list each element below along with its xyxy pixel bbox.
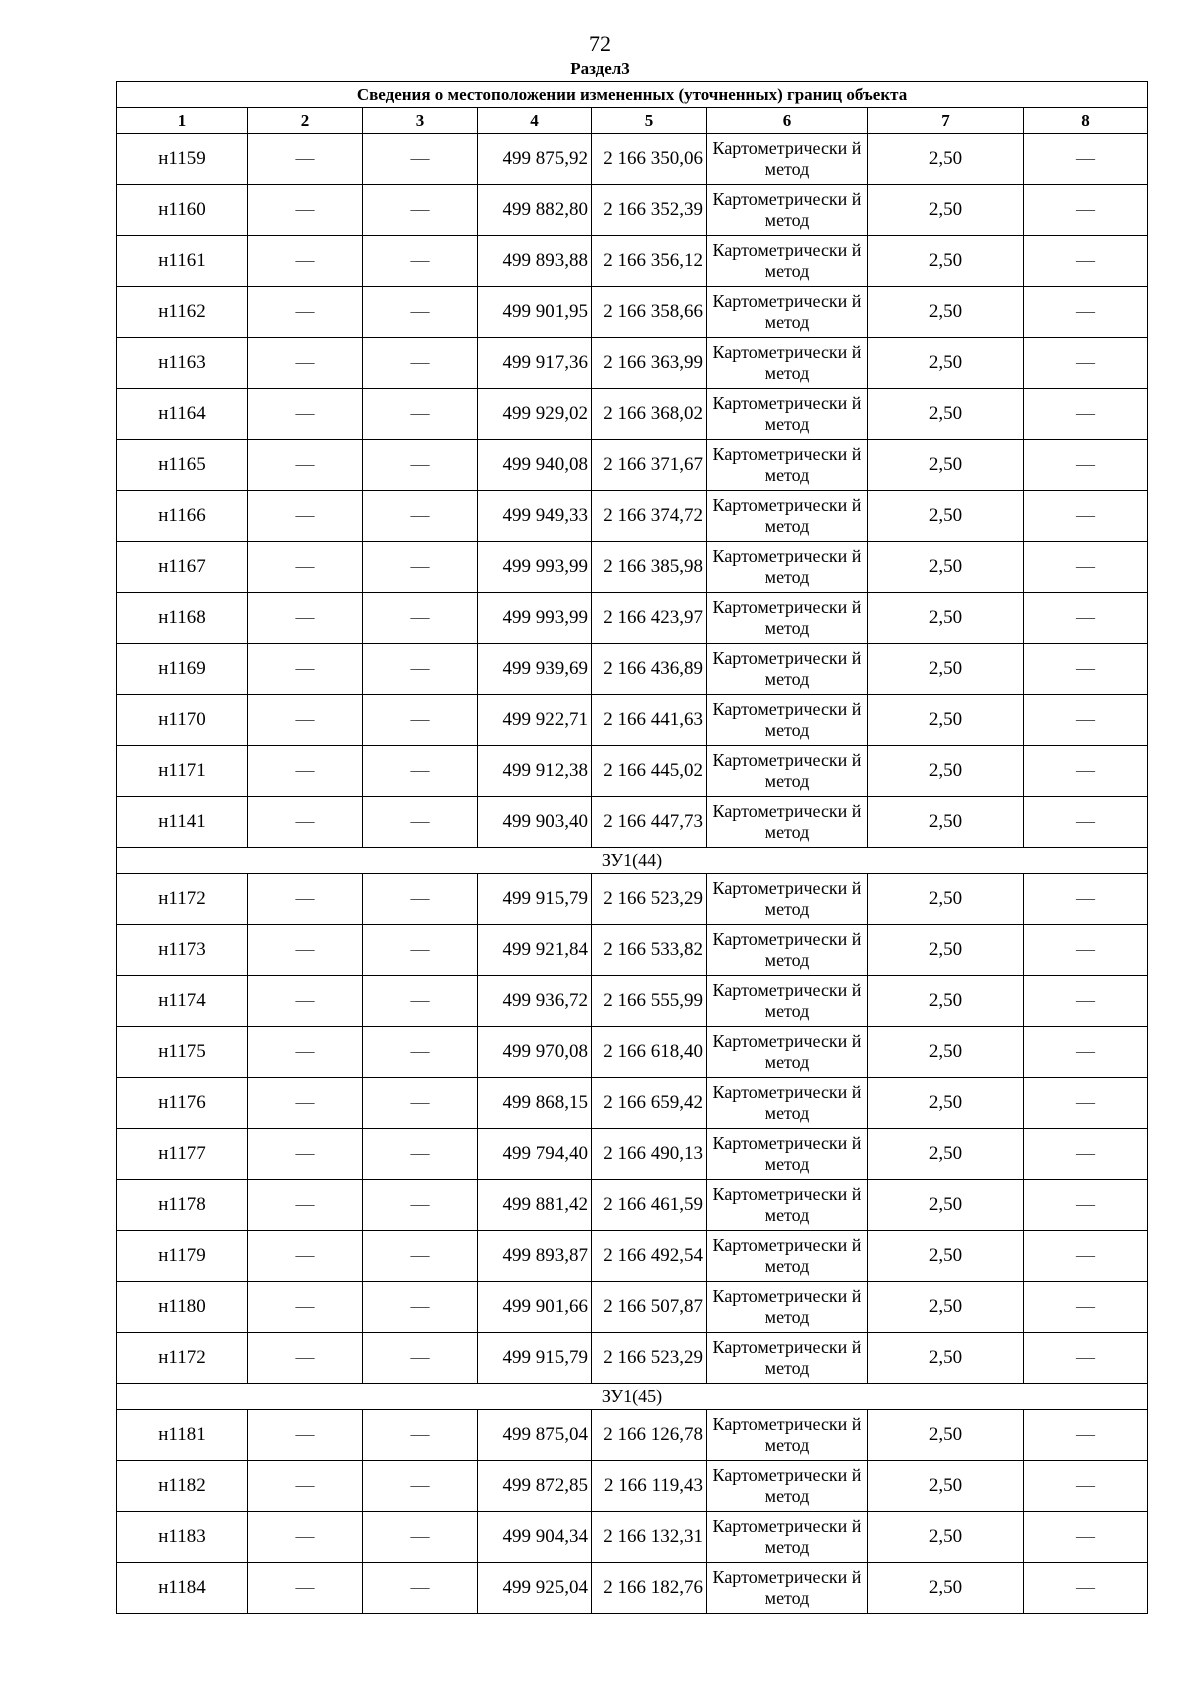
coordinate-y-cell: 2 166 533,82	[592, 925, 707, 976]
dash-cell: —	[248, 976, 363, 1027]
method-cell: Картометрически й метод	[707, 874, 868, 925]
accuracy-cell: 2,50	[868, 976, 1024, 1027]
coordinate-x-cell: 499 917,36	[478, 338, 592, 389]
coordinate-x-cell: 499 925,04	[478, 1563, 592, 1614]
table-row	[117, 185, 1148, 236]
coordinate-x-cell: 499 893,88	[478, 236, 592, 287]
dash-cell: —	[248, 1333, 363, 1384]
table-row	[117, 389, 1148, 440]
table-row	[117, 644, 1148, 695]
dash-cell: —	[363, 1231, 478, 1282]
dash-cell: —	[1024, 797, 1148, 848]
dash-cell: —	[363, 1461, 478, 1512]
point-id-cell: н1160	[117, 185, 248, 236]
accuracy-cell: 2,50	[868, 1563, 1024, 1614]
dash-cell: —	[363, 695, 478, 746]
coordinate-y-cell: 2 166 358,66	[592, 287, 707, 338]
point-id-cell: н1168	[117, 593, 248, 644]
accuracy-cell: 2,50	[868, 440, 1024, 491]
coordinate-x-cell: 499 912,38	[478, 746, 592, 797]
method-cell: Картометрически й метод	[707, 1129, 868, 1180]
coordinate-y-cell: 2 166 356,12	[592, 236, 707, 287]
coordinate-y-cell: 2 166 371,67	[592, 440, 707, 491]
dash-cell: —	[248, 797, 363, 848]
coordinate-x-cell: 499 882,80	[478, 185, 592, 236]
point-id-cell: н1169	[117, 644, 248, 695]
dash-cell: —	[248, 1180, 363, 1231]
method-cell: Картометрически й метод	[707, 746, 868, 797]
dash-cell: —	[1024, 134, 1148, 185]
method-cell: Картометрически й метод	[707, 542, 868, 593]
coordinate-x-cell: 499 868,15	[478, 1078, 592, 1129]
accuracy-cell: 2,50	[868, 389, 1024, 440]
column-number: 3	[363, 108, 478, 134]
dash-cell: —	[363, 389, 478, 440]
dash-cell: —	[363, 644, 478, 695]
table-row	[117, 1129, 1148, 1180]
column-number: 5	[592, 108, 707, 134]
coordinate-y-cell: 2 166 350,06	[592, 134, 707, 185]
method-cell: Картометрически й метод	[707, 134, 868, 185]
coordinate-x-cell: 499 936,72	[478, 976, 592, 1027]
point-id-cell: н1175	[117, 1027, 248, 1078]
coordinate-x-cell: 499 893,87	[478, 1231, 592, 1282]
dash-cell: —	[1024, 1180, 1148, 1231]
table-row	[117, 542, 1148, 593]
dash-cell: —	[1024, 1231, 1148, 1282]
accuracy-cell: 2,50	[868, 593, 1024, 644]
dash-cell: —	[248, 1027, 363, 1078]
column-number: 7	[868, 108, 1024, 134]
dash-cell: —	[248, 440, 363, 491]
accuracy-cell: 2,50	[868, 1461, 1024, 1512]
table-row	[117, 1461, 1148, 1512]
table-row	[117, 1078, 1148, 1129]
dash-cell: —	[248, 1282, 363, 1333]
dash-cell: —	[363, 593, 478, 644]
boundary-coordinates-table	[116, 81, 1148, 1614]
dash-cell: —	[1024, 1282, 1148, 1333]
accuracy-cell: 2,50	[868, 1231, 1024, 1282]
dash-cell: —	[1024, 389, 1148, 440]
dash-cell: —	[363, 1410, 478, 1461]
dash-cell: —	[248, 1129, 363, 1180]
dash-cell: —	[363, 976, 478, 1027]
group-row	[117, 1384, 1148, 1410]
column-number: 1	[117, 108, 248, 134]
point-id-cell: н1172	[117, 1333, 248, 1384]
section-title: Раздел3	[570, 59, 630, 78]
dash-cell: —	[248, 185, 363, 236]
dash-cell: —	[1024, 491, 1148, 542]
accuracy-cell: 2,50	[868, 644, 1024, 695]
method-cell: Картометрически й метод	[707, 1231, 868, 1282]
dash-cell: —	[1024, 593, 1148, 644]
method-cell: Картометрически й метод	[707, 338, 868, 389]
table-row	[117, 440, 1148, 491]
dash-cell: —	[363, 134, 478, 185]
dash-cell: —	[1024, 1129, 1148, 1180]
coordinate-y-cell: 2 166 182,76	[592, 1563, 707, 1614]
table-row	[117, 746, 1148, 797]
dash-cell: —	[248, 287, 363, 338]
point-id-cell: н1172	[117, 874, 248, 925]
dash-cell: —	[248, 593, 363, 644]
dash-cell: —	[363, 1129, 478, 1180]
method-cell: Картометрически й метод	[707, 287, 868, 338]
accuracy-cell: 2,50	[868, 185, 1024, 236]
dash-cell: —	[363, 746, 478, 797]
method-cell: Картометрически й метод	[707, 1282, 868, 1333]
dash-cell: —	[248, 389, 363, 440]
coordinate-y-cell: 2 166 555,99	[592, 976, 707, 1027]
point-id-cell: н1177	[117, 1129, 248, 1180]
coordinate-x-cell: 499 921,84	[478, 925, 592, 976]
method-cell: Картометрически й метод	[707, 1078, 868, 1129]
method-cell: Картометрически й метод	[707, 185, 868, 236]
table-row	[117, 976, 1148, 1027]
point-id-cell: н1182	[117, 1461, 248, 1512]
dash-cell: —	[363, 1333, 478, 1384]
column-number: 4	[478, 108, 592, 134]
table-row	[117, 1231, 1148, 1282]
dash-cell: —	[1024, 644, 1148, 695]
point-id-cell: н1184	[117, 1563, 248, 1614]
dash-cell: —	[248, 1461, 363, 1512]
coordinate-x-cell: 499 872,85	[478, 1461, 592, 1512]
dash-cell: —	[363, 287, 478, 338]
coordinate-y-cell: 2 166 126,78	[592, 1410, 707, 1461]
column-number: 2	[248, 108, 363, 134]
coordinate-x-cell: 499 875,92	[478, 134, 592, 185]
page-number: 72	[589, 31, 611, 56]
coordinate-x-cell: 499 915,79	[478, 874, 592, 925]
table-row	[117, 287, 1148, 338]
point-id-cell: н1161	[117, 236, 248, 287]
column-number: 6	[707, 108, 868, 134]
table-row	[117, 491, 1148, 542]
coordinate-y-cell: 2 166 385,98	[592, 542, 707, 593]
accuracy-cell: 2,50	[868, 925, 1024, 976]
method-cell: Картометрически й метод	[707, 1410, 868, 1461]
dash-cell: —	[1024, 1461, 1148, 1512]
dash-cell: —	[1024, 1333, 1148, 1384]
dash-cell: —	[1024, 925, 1148, 976]
method-cell: Картометрически й метод	[707, 1180, 868, 1231]
accuracy-cell: 2,50	[868, 1410, 1024, 1461]
method-cell: Картометрически й метод	[707, 1461, 868, 1512]
table-row	[117, 1333, 1148, 1384]
accuracy-cell: 2,50	[868, 491, 1024, 542]
coordinate-y-cell: 2 166 461,59	[592, 1180, 707, 1231]
group-row	[117, 848, 1148, 874]
dash-cell: —	[363, 1563, 478, 1614]
accuracy-cell: 2,50	[868, 1282, 1024, 1333]
accuracy-cell: 2,50	[868, 1333, 1024, 1384]
dash-cell: —	[1024, 1563, 1148, 1614]
dash-cell: —	[248, 491, 363, 542]
dash-cell: —	[1024, 1027, 1148, 1078]
coordinate-x-cell: 499 993,99	[478, 593, 592, 644]
point-id-cell: н1159	[117, 134, 248, 185]
point-id-cell: н1178	[117, 1180, 248, 1231]
dash-cell: —	[1024, 1078, 1148, 1129]
dash-cell: —	[363, 542, 478, 593]
accuracy-cell: 2,50	[868, 542, 1024, 593]
dash-cell: —	[248, 1410, 363, 1461]
coordinate-x-cell: 499 903,40	[478, 797, 592, 848]
dash-cell: —	[363, 797, 478, 848]
coordinate-x-cell: 499 939,69	[478, 644, 592, 695]
table-row	[117, 1282, 1148, 1333]
dash-cell: —	[1024, 236, 1148, 287]
accuracy-cell: 2,50	[868, 338, 1024, 389]
coordinate-y-cell: 2 166 119,43	[592, 1461, 707, 1512]
dash-cell: —	[248, 874, 363, 925]
dash-cell: —	[248, 925, 363, 976]
coordinate-y-cell: 2 166 368,02	[592, 389, 707, 440]
method-cell: Картометрически й метод	[707, 1027, 868, 1078]
coordinate-x-cell: 499 970,08	[478, 1027, 592, 1078]
coordinate-y-cell: 2 166 363,99	[592, 338, 707, 389]
method-cell: Картометрически й метод	[707, 593, 868, 644]
dash-cell: —	[248, 644, 363, 695]
method-cell: Картометрически й метод	[707, 695, 868, 746]
accuracy-cell: 2,50	[868, 1180, 1024, 1231]
accuracy-cell: 2,50	[868, 746, 1024, 797]
dash-cell: —	[248, 1231, 363, 1282]
point-id-cell: н1170	[117, 695, 248, 746]
accuracy-cell: 2,50	[868, 695, 1024, 746]
table-row	[117, 695, 1148, 746]
dash-cell: —	[363, 185, 478, 236]
coordinate-x-cell: 499 794,40	[478, 1129, 592, 1180]
table-row	[117, 1512, 1148, 1563]
dash-cell: —	[1024, 976, 1148, 1027]
dash-cell: —	[1024, 287, 1148, 338]
table-row	[117, 797, 1148, 848]
group-label: ЗУ1(45)	[117, 1384, 1148, 1410]
method-cell: Картометрически й метод	[707, 1512, 868, 1563]
dash-cell: —	[363, 236, 478, 287]
dash-cell: —	[363, 874, 478, 925]
coordinate-y-cell: 2 166 132,31	[592, 1512, 707, 1563]
method-cell: Картометрически й метод	[707, 389, 868, 440]
accuracy-cell: 2,50	[868, 134, 1024, 185]
dash-cell: —	[363, 1180, 478, 1231]
dash-cell: —	[248, 542, 363, 593]
dash-cell: —	[1024, 874, 1148, 925]
dash-cell: —	[1024, 338, 1148, 389]
table-row	[117, 338, 1148, 389]
dash-cell: —	[1024, 542, 1148, 593]
coordinate-y-cell: 2 166 618,40	[592, 1027, 707, 1078]
accuracy-cell: 2,50	[868, 797, 1024, 848]
point-id-cell: н1174	[117, 976, 248, 1027]
method-cell: Картометрически й метод	[707, 925, 868, 976]
accuracy-cell: 2,50	[868, 236, 1024, 287]
coordinate-y-cell: 2 166 492,54	[592, 1231, 707, 1282]
dash-cell: —	[363, 440, 478, 491]
coordinate-y-cell: 2 166 659,42	[592, 1078, 707, 1129]
coordinate-x-cell: 499 901,95	[478, 287, 592, 338]
dash-cell: —	[1024, 1512, 1148, 1563]
point-id-cell: н1141	[117, 797, 248, 848]
dash-cell: —	[248, 1078, 363, 1129]
coordinate-y-cell: 2 166 447,73	[592, 797, 707, 848]
dash-cell: —	[1024, 746, 1148, 797]
table-row	[117, 236, 1148, 287]
dash-cell: —	[363, 338, 478, 389]
group-label: ЗУ1(44)	[117, 848, 1148, 874]
table-row	[117, 1027, 1148, 1078]
point-id-cell: н1163	[117, 338, 248, 389]
coordinate-y-cell: 2 166 523,29	[592, 874, 707, 925]
dash-cell: —	[248, 695, 363, 746]
dash-cell: —	[1024, 1410, 1148, 1461]
method-cell: Картометрически й метод	[707, 491, 868, 542]
accuracy-cell: 2,50	[868, 874, 1024, 925]
method-cell: Картометрически й метод	[707, 236, 868, 287]
point-id-cell: н1173	[117, 925, 248, 976]
coordinate-x-cell: 499 993,99	[478, 542, 592, 593]
dash-cell: —	[363, 1512, 478, 1563]
accuracy-cell: 2,50	[868, 1078, 1024, 1129]
coordinate-x-cell: 499 949,33	[478, 491, 592, 542]
dash-cell: —	[248, 1563, 363, 1614]
dash-cell: —	[363, 925, 478, 976]
accuracy-cell: 2,50	[868, 1512, 1024, 1563]
table-body	[117, 134, 1148, 1614]
coordinate-y-cell: 2 166 507,87	[592, 1282, 707, 1333]
coordinate-x-cell: 499 881,42	[478, 1180, 592, 1231]
dash-cell: —	[363, 1078, 478, 1129]
point-id-cell: н1167	[117, 542, 248, 593]
method-cell: Картометрически й метод	[707, 1563, 868, 1614]
table-row	[117, 1563, 1148, 1614]
dash-cell: —	[1024, 440, 1148, 491]
point-id-cell: н1176	[117, 1078, 248, 1129]
coordinate-y-cell: 2 166 352,39	[592, 185, 707, 236]
accuracy-cell: 2,50	[868, 287, 1024, 338]
dash-cell: —	[248, 1512, 363, 1563]
dash-cell: —	[248, 236, 363, 287]
dash-cell: —	[248, 746, 363, 797]
coordinate-y-cell: 2 166 423,97	[592, 593, 707, 644]
table-caption-row	[117, 82, 1148, 108]
point-id-cell: н1180	[117, 1282, 248, 1333]
dash-cell: —	[1024, 185, 1148, 236]
coordinate-y-cell: 2 166 490,13	[592, 1129, 707, 1180]
method-cell: Картометрически й метод	[707, 797, 868, 848]
dash-cell: —	[363, 1027, 478, 1078]
coordinate-x-cell: 499 901,66	[478, 1282, 592, 1333]
accuracy-cell: 2,50	[868, 1129, 1024, 1180]
point-id-cell: н1171	[117, 746, 248, 797]
column-number: 8	[1024, 108, 1148, 134]
point-id-cell: н1179	[117, 1231, 248, 1282]
table-row	[117, 874, 1148, 925]
coordinate-x-cell: 499 922,71	[478, 695, 592, 746]
dash-cell: —	[1024, 695, 1148, 746]
point-id-cell: н1183	[117, 1512, 248, 1563]
dash-cell: —	[363, 491, 478, 542]
dash-cell: —	[248, 338, 363, 389]
coordinate-y-cell: 2 166 523,29	[592, 1333, 707, 1384]
accuracy-cell: 2,50	[868, 1027, 1024, 1078]
point-id-cell: н1164	[117, 389, 248, 440]
method-cell: Картометрически й метод	[707, 644, 868, 695]
table-row	[117, 1410, 1148, 1461]
table-row	[117, 1180, 1148, 1231]
dash-cell: —	[363, 1282, 478, 1333]
dash-cell: —	[248, 134, 363, 185]
coordinate-x-cell: 499 904,34	[478, 1512, 592, 1563]
coordinate-x-cell: 499 915,79	[478, 1333, 592, 1384]
point-id-cell: н1165	[117, 440, 248, 491]
point-id-cell: н1166	[117, 491, 248, 542]
column-number-row	[117, 108, 1148, 134]
table-row	[117, 134, 1148, 185]
table-row	[117, 925, 1148, 976]
method-cell: Картометрически й метод	[707, 976, 868, 1027]
point-id-cell: н1181	[117, 1410, 248, 1461]
coordinate-x-cell: 499 929,02	[478, 389, 592, 440]
coordinate-x-cell: 499 940,08	[478, 440, 592, 491]
coordinate-y-cell: 2 166 436,89	[592, 644, 707, 695]
method-cell: Картометрически й метод	[707, 1333, 868, 1384]
table-row	[117, 593, 1148, 644]
coordinate-y-cell: 2 166 374,72	[592, 491, 707, 542]
method-cell: Картометрически й метод	[707, 440, 868, 491]
table-caption: Сведения о местоположении измененных (уточненных) границ объекта	[117, 82, 1148, 108]
point-id-cell: н1162	[117, 287, 248, 338]
coordinate-y-cell: 2 166 441,63	[592, 695, 707, 746]
coordinate-x-cell: 499 875,04	[478, 1410, 592, 1461]
coordinate-y-cell: 2 166 445,02	[592, 746, 707, 797]
